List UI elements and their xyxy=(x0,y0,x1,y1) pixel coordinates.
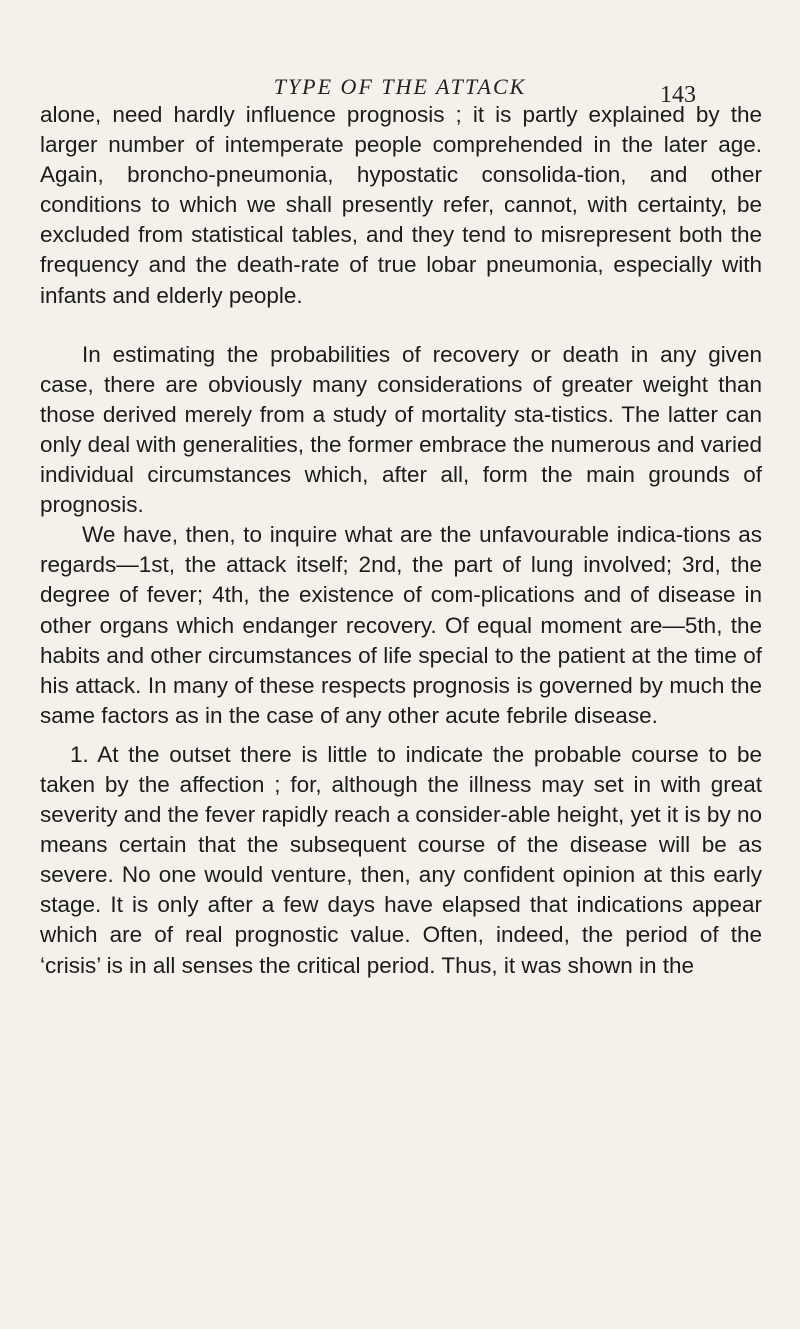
paragraph-2: In estimating the probabilities of recovery or death in any given case, there are obviously many considerations of greater weight than those derived merely from a study of mortality sta-tistics. The latter can only deal with generalities, the former embrace the numerous and varied individual circumstances which, after all, form the main grounds of prognosis. xyxy=(40,341,762,518)
page-number: 143 xyxy=(660,82,696,108)
paragraph-4: 1. At the outset there is little to indicate the probable course to be taken by the affection ; for, although the illness may set in with great severity and the fever rapidly reach a consider-able height, yet it is by no means certain that the subsequent course of the disease will be as severe. No one would venture, then, any confident opinion at this early stage. It is only after a few days have elapsed that indications appear which are of real prognostic value. Often, indeed, the period of the ‘crisis’ is in all senses the critical period. Thus, it was shown in the xyxy=(40,741,762,978)
running-head: TYPE OF THE ATTACK xyxy=(273,74,527,99)
paragraph-1: alone, need hardly influence prognosis ; it is partly explained by the larger number of intemperate people comprehended in the later age. Again, broncho-pneumonia, hypostatic consolida-tion, and other conditions to which we shall presently refer, cannot, with certainty, be excluded from statistical tables, and they tend to misrepresent both the frequency and the death-rate of true lobar pneumonia, especially with infants and elderly people. xyxy=(40,102,762,308)
paragraph-3: We have, then, to inquire what are the unfavourable indica-tions as regards—1st, the attack itself; 2nd, the part of lung involved; 3rd, the degree of fever; 4th, the existence of com-plications and of disease in other organs which endanger recovery. Of equal moment are—5th, the habits and other circumstances of life special to the patient at the time of his attack. In many of these respects prognosis is governed by much the same factors as in the case of any other acute febrile disease. xyxy=(40,522,762,728)
body-text xyxy=(40,100,762,981)
